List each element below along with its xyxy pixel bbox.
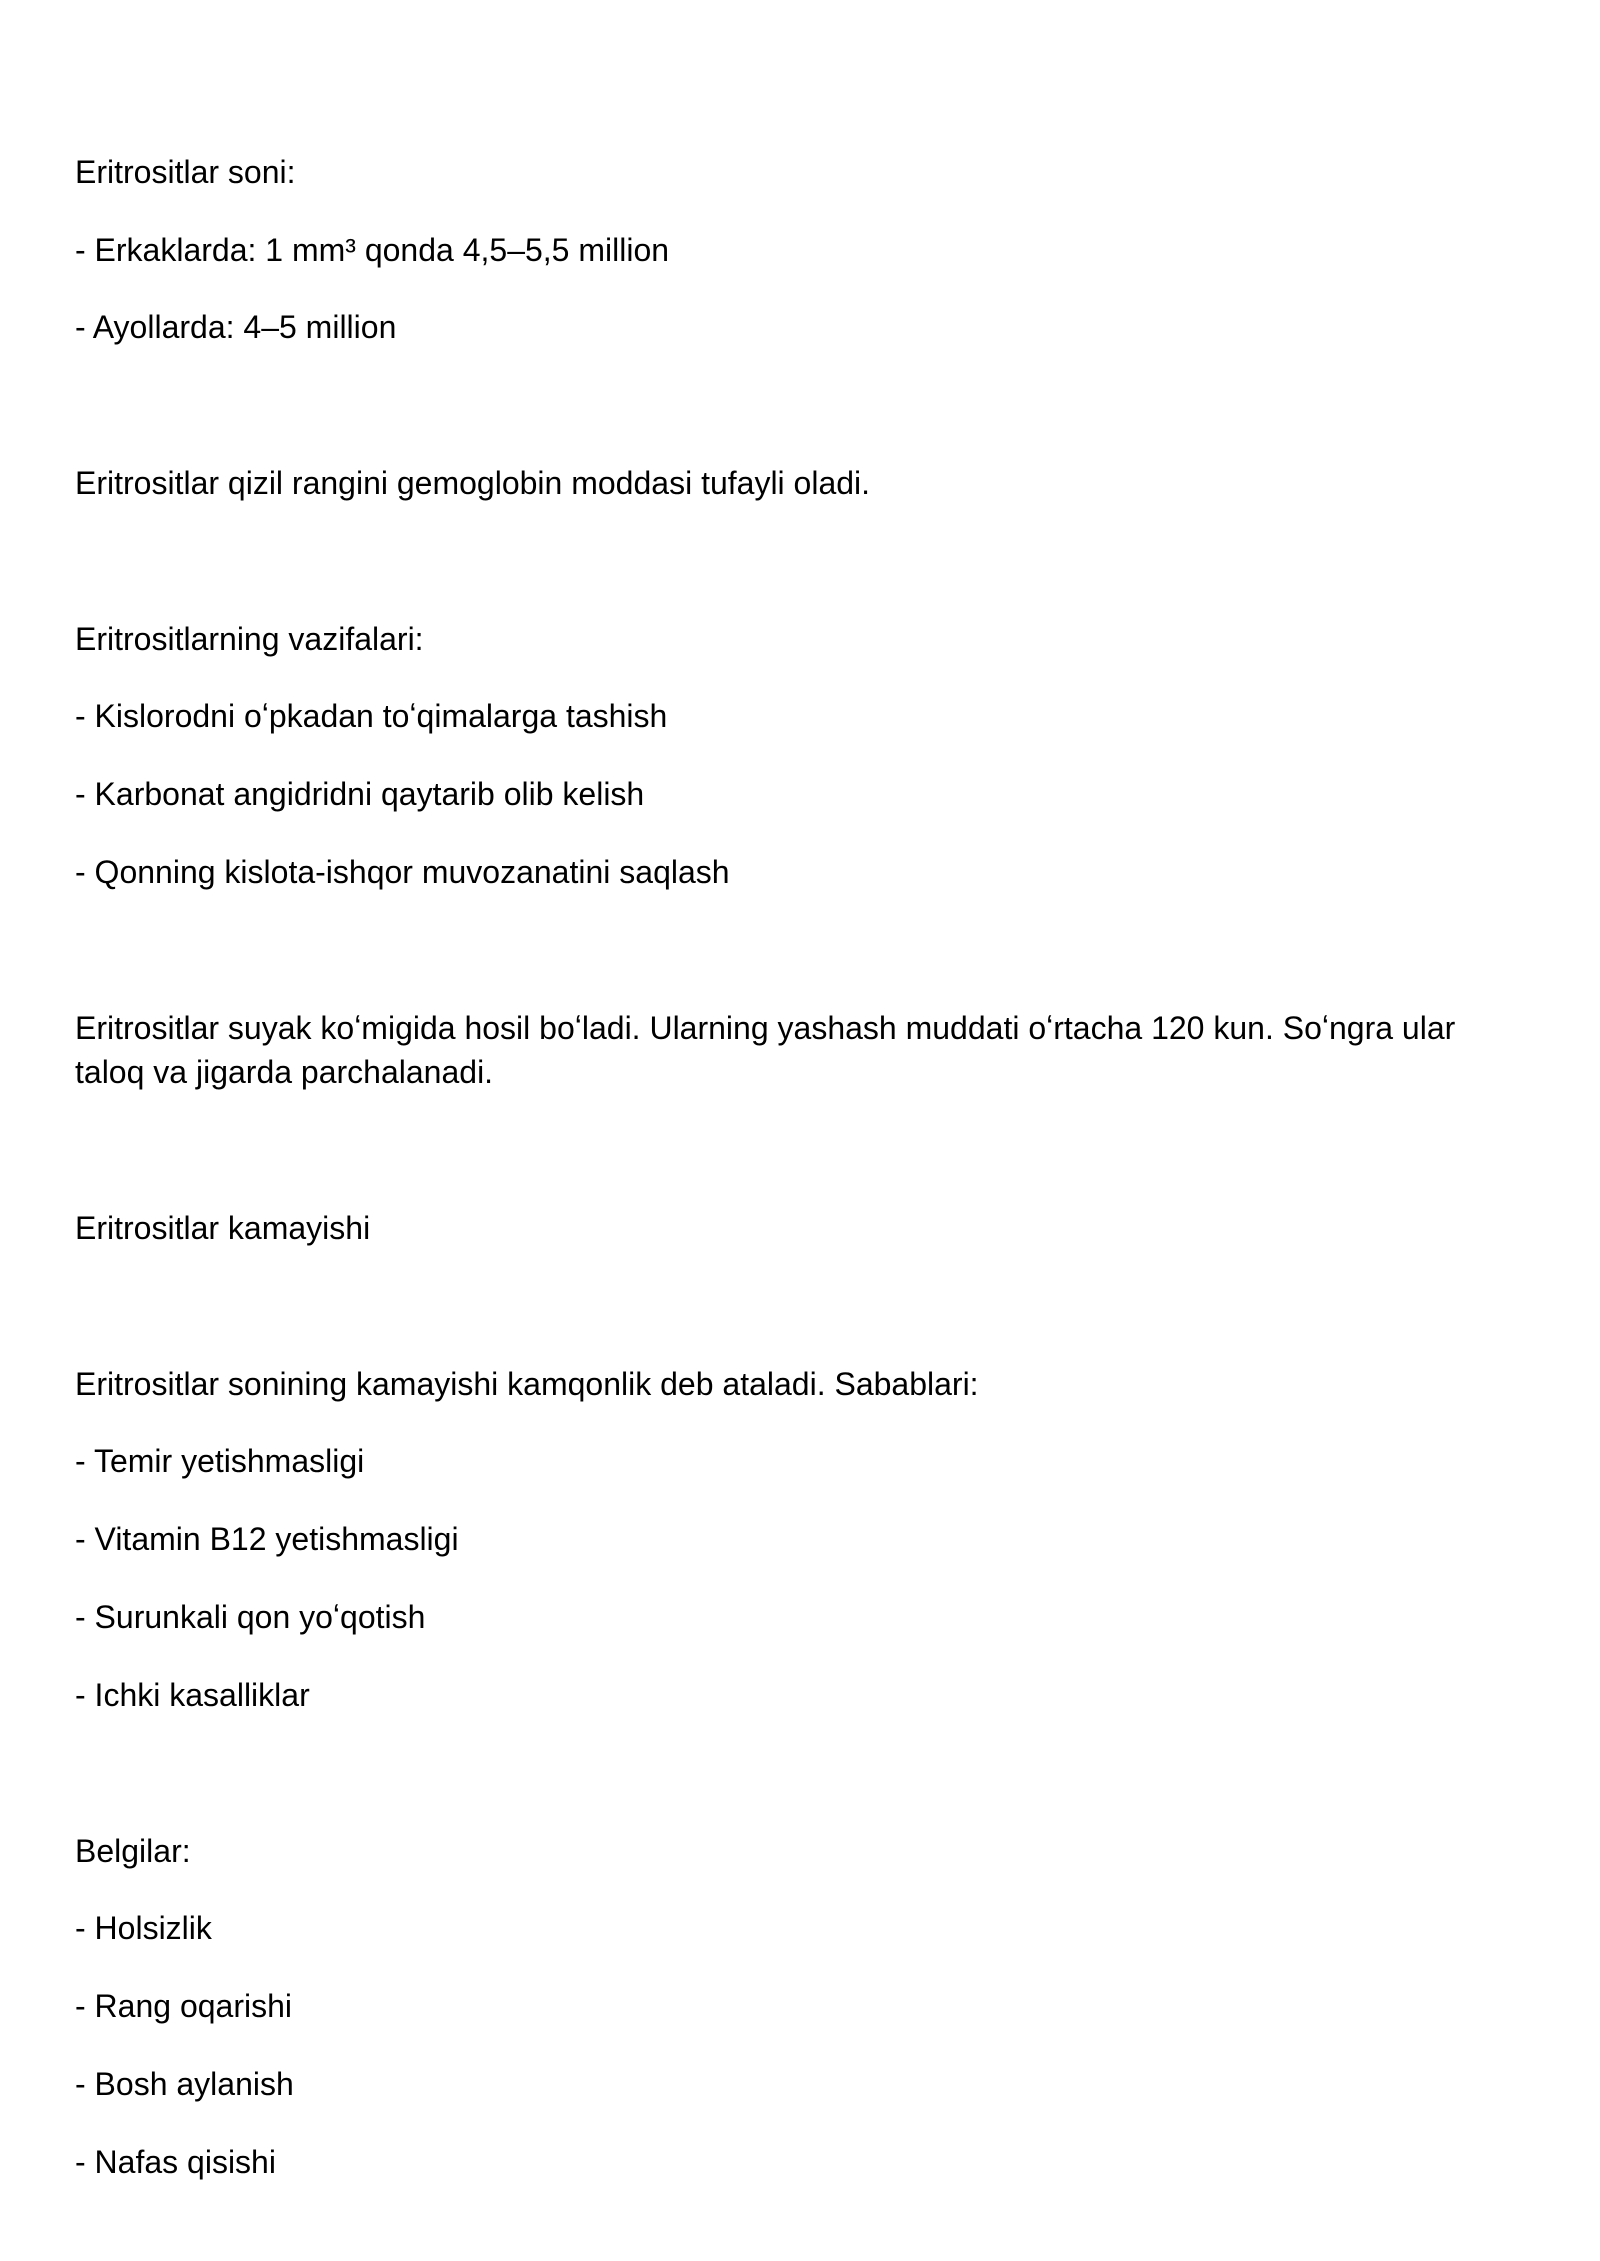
list-item-men: - Erkaklarda: 1 mm³ qonda 4,5–5,5 million (75, 232, 670, 268)
decrease-heading: Eritrositlar kamayishi (75, 1210, 371, 1246)
list-item-women: - Ayollarda: 4–5 million (75, 309, 397, 345)
list-item-weakness: - Holsizlik (75, 1910, 212, 1946)
count-heading: Eritrositlar soni: (75, 154, 296, 190)
document-page (75, 0, 1525, 2261)
anemia-heading: Eritrositlar sonining kamayishi kamqonlik deb ataladi. Sabablari: (75, 1366, 979, 1402)
functions-heading: Eritrositlarning vazifalari: (75, 621, 424, 657)
list-item-iron: - Temir yetishmasligi (75, 1443, 365, 1479)
list-item-diseases: - Ichki kasalliklar (75, 1677, 310, 1713)
list-item-blood-loss: - Surunkali qon yoʻqotish (75, 1599, 426, 1635)
list-item-acid-base: - Qonning kislota-ishqor muvozanatini saqlash (75, 854, 730, 890)
list-item-b12: - Vitamin B12 yetishmasligi (75, 1521, 459, 1557)
symptoms-heading: Belgilar: (75, 1833, 191, 1869)
list-item-breathless: - Nafas qisishi (75, 2144, 276, 2180)
list-item-oxygen: - Kislorodni oʻpkadan toʻqimalarga tashish (75, 698, 668, 734)
list-item-dizziness: - Bosh aylanish (75, 2066, 294, 2102)
list-item-co2: - Karbonat angidridni qaytarib olib kelish (75, 776, 645, 812)
color-paragraph: Eritrositlar qizil rangini gemoglobin moddasi tufayli oladi. (75, 465, 871, 501)
list-item-pallor: - Rang oqarishi (75, 1988, 292, 2024)
lifespan-paragraph: Eritrositlar suyak koʻmigida hosil boʻladi. Ularning yashash muddati oʻrtacha 120 kun. Soʻngra ular taloq va jigarda parchalanadi. (75, 1010, 1456, 1090)
